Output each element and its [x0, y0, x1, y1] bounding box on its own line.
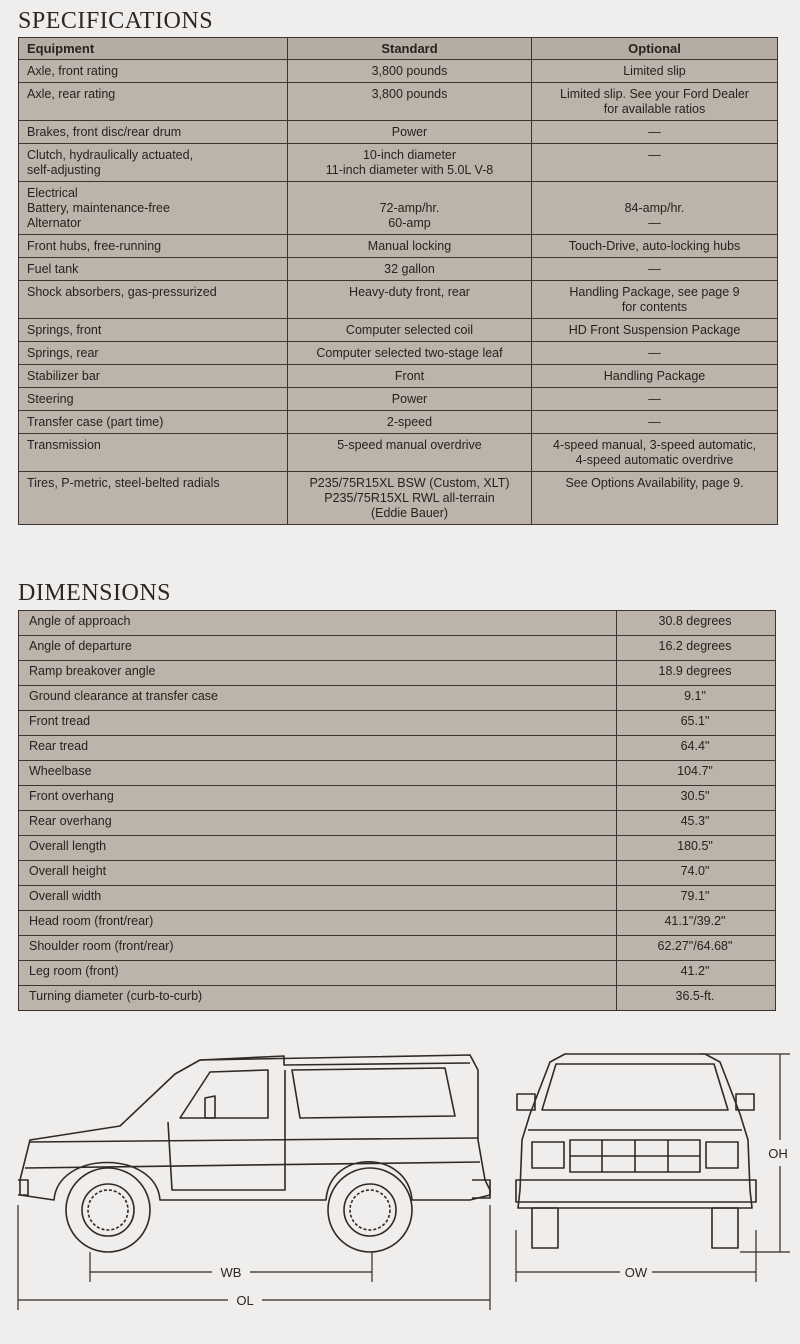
spec-row [19, 235, 778, 258]
dimension-label: Rear tread [19, 736, 617, 761]
spec-optional-cell: — [532, 388, 778, 411]
spec-optional-cell: See Options Availability, page 9. [532, 472, 778, 525]
spec-equipment-cell: Transfer case (part time) [19, 411, 288, 434]
spec-standard-cell: Front [288, 365, 532, 388]
spec-optional-cell: — [532, 342, 778, 365]
dimension-row [19, 711, 776, 736]
front-view-drawing [516, 1054, 756, 1248]
dimension-value: 45.3" [617, 811, 776, 836]
dimension-label: Turning diameter (curb-to-curb) [19, 986, 617, 1011]
spec-optional-cell: — [532, 411, 778, 434]
dimension-row [19, 661, 776, 686]
spec-row [19, 121, 778, 144]
spec-standard-cell: Power [288, 388, 532, 411]
dimension-value: 104.7" [617, 761, 776, 786]
dimension-value: 65.1" [617, 711, 776, 736]
dimension-label: Rear overhang [19, 811, 617, 836]
spec-row [19, 144, 778, 182]
spec-optional-cell: — [532, 258, 778, 281]
spec-standard-cell: 72-amp/hr. 60-amp [288, 182, 532, 235]
side-dimension-lines [18, 1205, 490, 1310]
spec-row [19, 281, 778, 319]
header-equipment: Equipment [19, 38, 288, 60]
dimension-value: 74.0" [617, 861, 776, 886]
dimension-label: Front tread [19, 711, 617, 736]
dimension-label: Shoulder room (front/rear) [19, 936, 617, 961]
dimension-value: 64.4" [617, 736, 776, 761]
spec-row [19, 472, 778, 525]
spec-row [19, 411, 778, 434]
dimension-row [19, 786, 776, 811]
dimension-row [19, 986, 776, 1011]
dimension-label: Overall length [19, 836, 617, 861]
spec-standard-cell: Computer selected coil [288, 319, 532, 342]
spec-standard-cell: Computer selected two-stage leaf [288, 342, 532, 365]
dimension-label: Overall width [19, 886, 617, 911]
specifications-body [19, 60, 778, 525]
dimension-value: 180.5" [617, 836, 776, 861]
spec-equipment-cell: Springs, rear [19, 342, 288, 365]
dimension-label: Ramp breakover angle [19, 661, 617, 686]
vehicle-drawings [0, 1030, 800, 1340]
specifications-header-row [19, 38, 778, 60]
spec-equipment-cell: Shock absorbers, gas-pressurized [19, 281, 288, 319]
dimensions-title: DIMENSIONS [18, 580, 172, 606]
side-view-drawing [18, 1055, 490, 1252]
spec-equipment-cell: Brakes, front disc/rear drum [19, 121, 288, 144]
overall-width-label: OW [624, 1265, 648, 1280]
spec-optional-cell: 4-speed manual, 3-speed automatic, 4-speed automatic overdrive [532, 434, 778, 472]
spec-equipment-cell: Springs, front [19, 319, 288, 342]
dimensions-body [19, 611, 776, 1011]
spec-equipment-cell: Transmission [19, 434, 288, 472]
dimension-value: 30.8 degrees [617, 611, 776, 636]
dimension-value: 62.27"/64.68" [617, 936, 776, 961]
dimension-value: 41.2" [617, 961, 776, 986]
dimension-row [19, 911, 776, 936]
spec-standard-cell: 32 gallon [288, 258, 532, 281]
spec-standard-cell: Manual locking [288, 235, 532, 258]
spec-optional-cell: — [532, 144, 778, 182]
spec-optional-cell: Limited slip. See your Ford Dealer for available ratios [532, 83, 778, 121]
dimension-label: Ground clearance at transfer case [19, 686, 617, 711]
spec-row [19, 182, 778, 235]
header-optional: Optional [532, 38, 778, 60]
dimension-row [19, 611, 776, 636]
spec-optional-cell: — [532, 121, 778, 144]
spec-standard-cell: Heavy-duty front, rear [288, 281, 532, 319]
dimension-value: 79.1" [617, 886, 776, 911]
dimension-row [19, 961, 776, 986]
dimension-value: 16.2 degrees [617, 636, 776, 661]
dimension-row [19, 886, 776, 911]
specifications-table [18, 37, 778, 525]
spec-equipment-cell: Stabilizer bar [19, 365, 288, 388]
dimension-row [19, 836, 776, 861]
dimension-value: 30.5" [617, 786, 776, 811]
dimension-row [19, 636, 776, 661]
overall-length-label: OL [236, 1293, 254, 1308]
dimension-label: Wheelbase [19, 761, 617, 786]
dimension-row [19, 861, 776, 886]
spec-standard-cell: P235/75R15XL BSW (Custom, XLT) P235/75R15XL RWL all-terrain (Eddie Bauer) [288, 472, 532, 525]
spec-equipment-cell: Clutch, hydraulically actuated, self-adjusting [19, 144, 288, 182]
spec-row [19, 365, 778, 388]
spec-standard-cell: 3,800 pounds [288, 83, 532, 121]
spec-row [19, 83, 778, 121]
spec-standard-cell: 5-speed manual overdrive [288, 434, 532, 472]
spec-standard-cell: Power [288, 121, 532, 144]
spec-equipment-cell: Electrical Battery, maintenance-free Alternator [19, 182, 288, 235]
dimension-label: Angle of approach [19, 611, 617, 636]
spec-optional-cell: 84-amp/hr. — [532, 182, 778, 235]
spec-standard-cell: 2-speed [288, 411, 532, 434]
dimension-row [19, 736, 776, 761]
spec-row [19, 388, 778, 411]
dimension-value: 36.5-ft. [617, 986, 776, 1011]
spec-optional-cell: Touch-Drive, auto-locking hubs [532, 235, 778, 258]
dimension-label: Overall height [19, 861, 617, 886]
spec-optional-cell: Handling Package, see page 9 for contents [532, 281, 778, 319]
spec-row [19, 319, 778, 342]
dimension-value: 41.1"/39.2" [617, 911, 776, 936]
spec-equipment-cell: Front hubs, free-running [19, 235, 288, 258]
dimension-label: Head room (front/rear) [19, 911, 617, 936]
dimensions-table [18, 610, 776, 1011]
spec-optional-cell: Limited slip [532, 60, 778, 83]
dimension-row [19, 936, 776, 961]
spec-standard-cell: 10-inch diameter 11-inch diameter with 5.0L V-8 [288, 144, 532, 182]
overall-height-label: OH [768, 1146, 788, 1161]
specifications-title: SPECIFICATIONS [18, 8, 214, 34]
spec-equipment-cell: Tires, P-metric, steel-belted radials [19, 472, 288, 525]
spec-equipment-cell: Axle, front rating [19, 60, 288, 83]
dimension-row [19, 686, 776, 711]
dimension-label: Front overhang [19, 786, 617, 811]
spec-row [19, 258, 778, 281]
spec-optional-cell: Handling Package [532, 365, 778, 388]
header-standard: Standard [288, 38, 532, 60]
spec-row [19, 342, 778, 365]
dimension-value: 9.1" [617, 686, 776, 711]
spec-equipment-cell: Steering [19, 388, 288, 411]
dimension-label: Leg room (front) [19, 961, 617, 986]
spec-standard-cell: 3,800 pounds [288, 60, 532, 83]
spec-optional-cell: HD Front Suspension Package [532, 319, 778, 342]
dimension-label: Angle of departure [19, 636, 617, 661]
wheelbase-label: WB [220, 1265, 242, 1280]
dimension-row [19, 811, 776, 836]
spec-equipment-cell: Fuel tank [19, 258, 288, 281]
dimension-row [19, 761, 776, 786]
spec-equipment-cell: Axle, rear rating [19, 83, 288, 121]
spec-row [19, 434, 778, 472]
dimension-value: 18.9 degrees [617, 661, 776, 686]
spec-row [19, 60, 778, 83]
